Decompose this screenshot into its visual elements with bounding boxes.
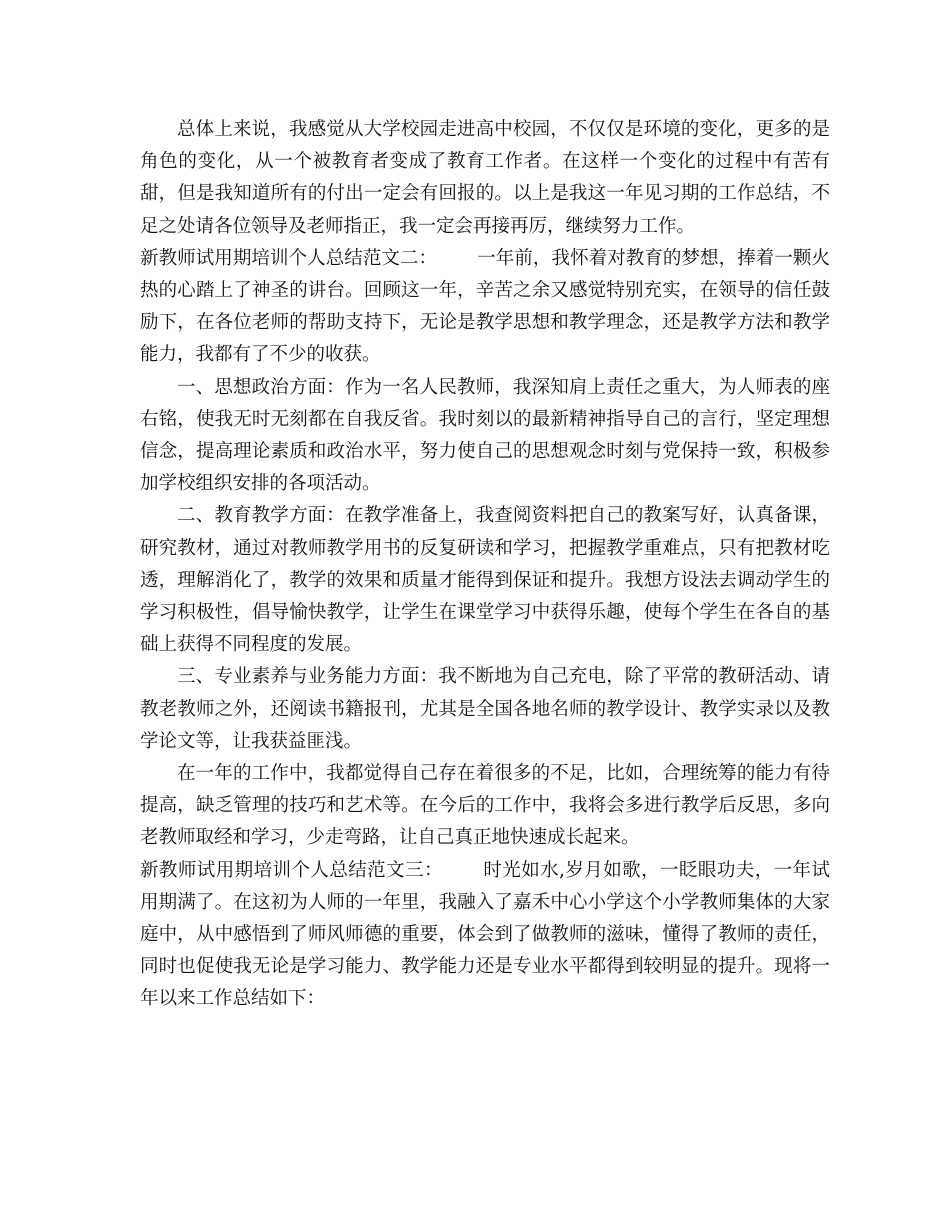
section-three-heading: 新教师试用期培训个人总结范文三： — [140, 859, 443, 881]
section-two-heading: 新教师试用期培训个人总结范文二： — [140, 247, 438, 269]
section-three-intro: 时光如水,岁月如歌，一眨眼功夫，一年试用期满了。在这初为人师的一年里，我融入了嘉禾中心小学这个小学教师集体的大家庭中，从中感悟到了师风师德的重要，体会到了做教师的滋味，懂得了教师的责任，同时也促使我无论是学习能力、教学能力还是专业水平都得到较明显的提升。现将一年以来工作总结如下： — [140, 859, 830, 1010]
paragraph-shortcomings: 在一年的工作中，我都觉得自己存在着很多的不足，比如，合理统筹的能力有待提高，缺乏管理的技巧和艺术等。在今后的工作中，我将会多进行教学后反思，多向老教师取经和学习，少走弯路，让自己真正地快速成长起来。 — [140, 763, 830, 849]
paragraph-politics: 一、思想政治方面：作为一名人民教师，我深知肩上责任之重大，为人师表的座右铭，使我无时无刻都在自我反省。我时刻以的最新精神指导自己的言行，坚定理想信念，提高理论素质和政治水平，努力使自己的思想观念时刻与党保持一致，积极参加学校组织安排的各项活动。 — [140, 376, 830, 495]
paragraph-teaching: 二、教育教学方面：在教学准备上，我查阅资料把自己的教案写好，认真备课，研究教材，通过对教师教学用书的反复研读和学习，把握教学重难点，只有把教材吃透，理解消化了，教学的效果和质量才能得到保证和提升。我想方设法去调动学生的学习积极性，倡导愉快教学，让学生在课堂学习中获得乐趣，使每个学生在各自的基础上获得不同程度的发展。 — [140, 505, 830, 656]
section-two-line — [140, 243, 830, 372]
paragraph-summary: 总体上来说，我感觉从大学校园走进高中校园，不仅仅是环境的变化，更多的是角色的变化，从一个被教育者变成了教育工作者。在这样一个变化的过程中有苦有甜，但是我知道所有的付出一定会有回报的。以上是我这一年见习期的工作总结，不足之处请各位领导及老师指正，我一定会再接再厉，继续努力工作。 — [140, 119, 830, 237]
document-body — [140, 114, 830, 1016]
section-two-intro: 一年前，我怀着对教育的梦想，捧着一颗火热的心踏上了神圣的讲台。回顾这一年，辛苦之余又感觉特别充实，在领导的信任鼓励下，在各位老师的帮助支持下，无论是教学思想和教学理念，还是教学方法和教学能力，我都有了不少的收获。 — [140, 247, 830, 366]
section-three-line — [140, 855, 830, 1016]
paragraph-professional: 三、专业素养与业务能力方面：我不断地为自己充电，除了平常的教研活动、请教老教师之外，还阅读书籍报刊，尤其是全国各地名师的教学设计、教学实录以及教学论文等，让我获益匪浅。 — [140, 666, 830, 752]
